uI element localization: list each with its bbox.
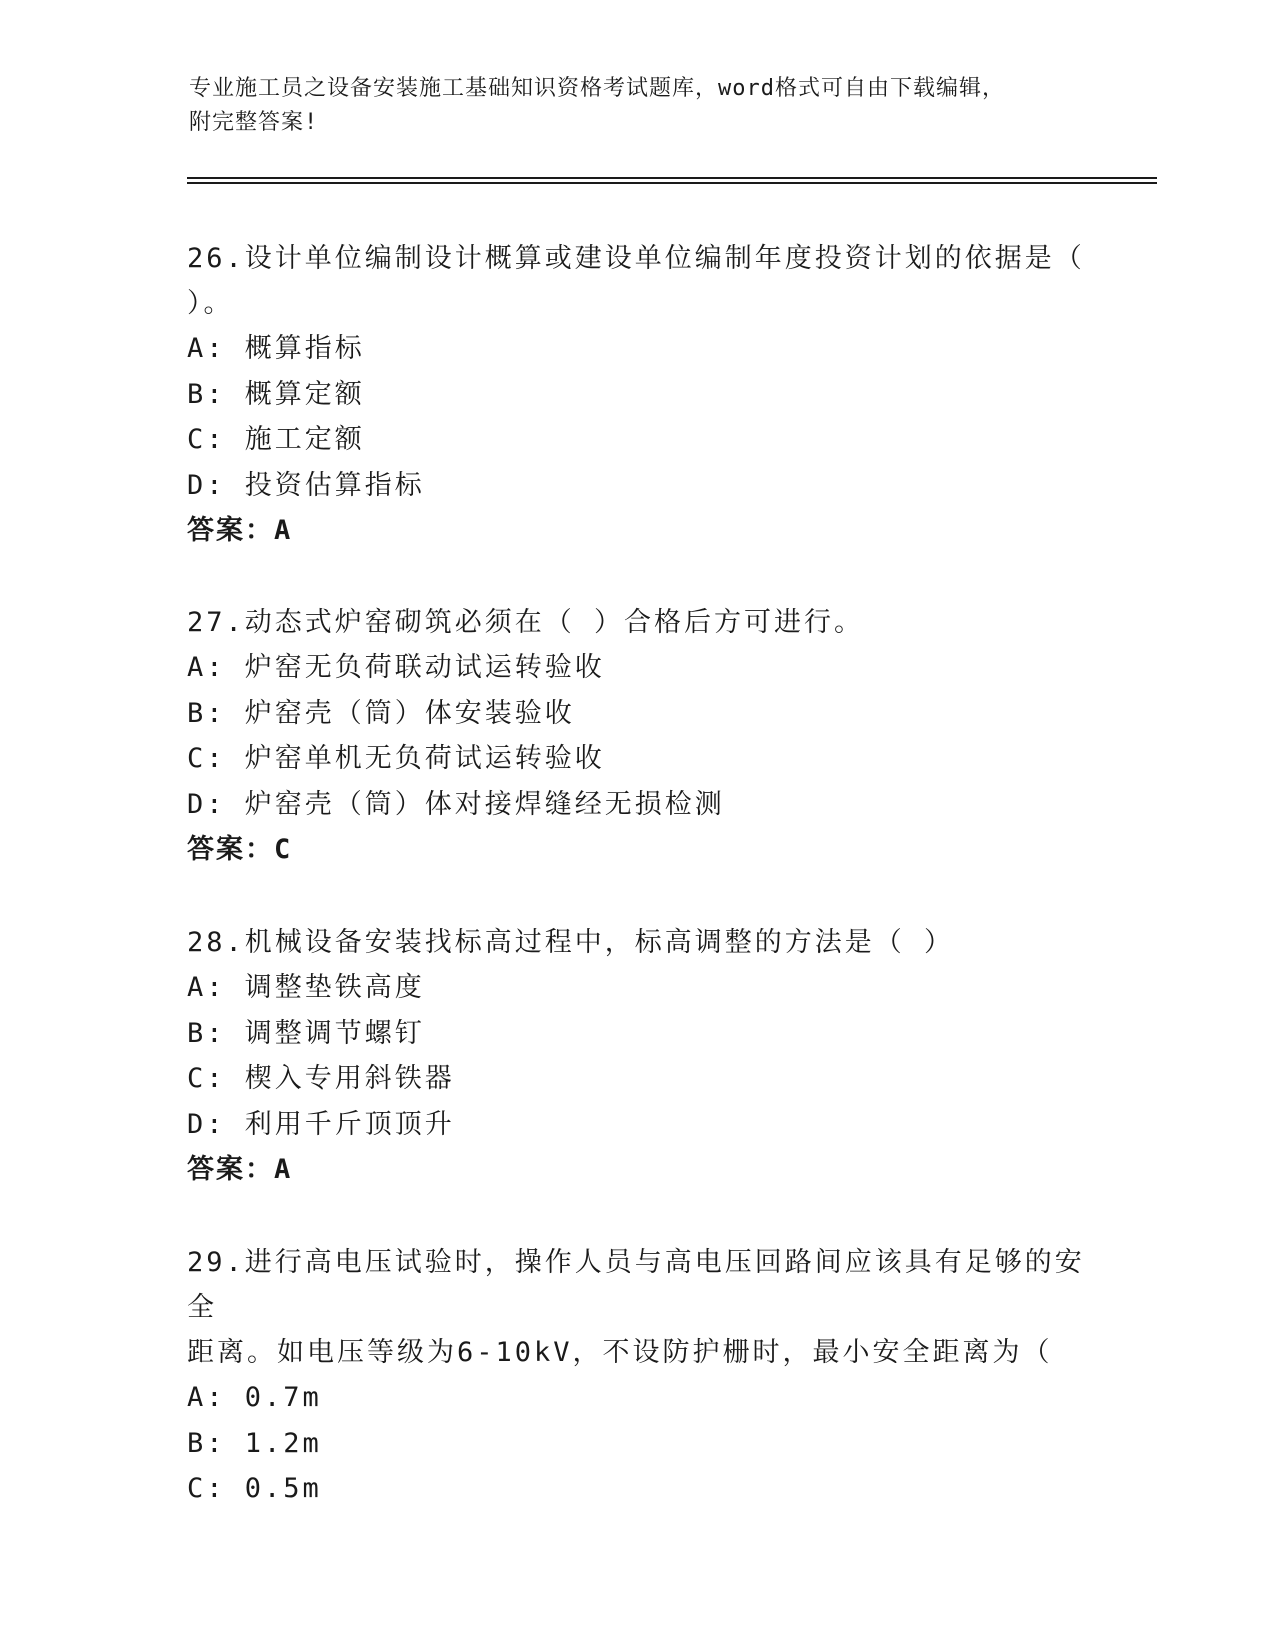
page-header bbox=[189, 72, 1069, 140]
answer: 答案：A bbox=[187, 515, 293, 546]
question-29 bbox=[187, 1240, 1087, 1512]
header-line-2: 附完整答案! bbox=[189, 110, 319, 135]
question-26 bbox=[187, 236, 1087, 553]
answer: 答案：C bbox=[187, 834, 293, 865]
option-b: B: 概算定额 bbox=[187, 378, 365, 410]
option-a: A: 概算指标 bbox=[187, 333, 365, 364]
option-b: B: 调整调节螺钉 bbox=[187, 1017, 425, 1049]
option-c: C: 楔入专用斜铁器 bbox=[187, 1063, 455, 1094]
option-a: A: 0.7m bbox=[187, 1382, 322, 1413]
option-a: A: 炉窑无负荷联动试运转验收 bbox=[187, 652, 605, 683]
option-d: D: 投资估算指标 bbox=[187, 469, 425, 501]
option-c: C: 0.5m bbox=[187, 1473, 322, 1504]
question-stem-line-1: 27.动态式炉窑砌筑必须在（ ）合格后方可进行。 bbox=[187, 607, 865, 638]
header-line-1: 专业施工员之设备安装施工基础知识资格考试题库，word格式可自由下载编辑， bbox=[189, 76, 1005, 101]
question-28 bbox=[187, 920, 1087, 1192]
answer: 答案：A bbox=[187, 1154, 293, 1185]
question-stem-line-2: ）。 bbox=[187, 288, 234, 319]
option-c: C: 施工定额 bbox=[187, 424, 365, 455]
option-b: B: 炉窑壳（筒）体安装验收 bbox=[187, 697, 575, 729]
option-d: D: 炉窑壳（筒）体对接焊缝经无损检测 bbox=[187, 788, 725, 820]
question-stem-line-1: 28.机械设备安装找标高过程中，标高调整的方法是（ ） bbox=[187, 927, 955, 958]
option-c: C: 炉窑单机无负荷试运转验收 bbox=[187, 743, 605, 774]
question-stem-line-1: 26.设计单位编制设计概算或建设单位编制年度投资计划的依据是（ bbox=[187, 243, 1085, 274]
question-27 bbox=[187, 600, 1087, 872]
option-b: B: 1.2m bbox=[187, 1427, 322, 1459]
question-stem-line-1: 29.进行高电压试验时，操作人员与高电压回路间应该具有足够的安全 bbox=[187, 1247, 1085, 1323]
question-stem-line-2: 距离。如电压等级为6-10kV，不设防护栅时，最小安全距离为（ bbox=[187, 1337, 1053, 1368]
header-double-rule bbox=[187, 177, 1157, 184]
option-d: D: 利用千斤顶顶升 bbox=[187, 1108, 455, 1140]
option-a: A: 调整垫铁高度 bbox=[187, 972, 425, 1003]
